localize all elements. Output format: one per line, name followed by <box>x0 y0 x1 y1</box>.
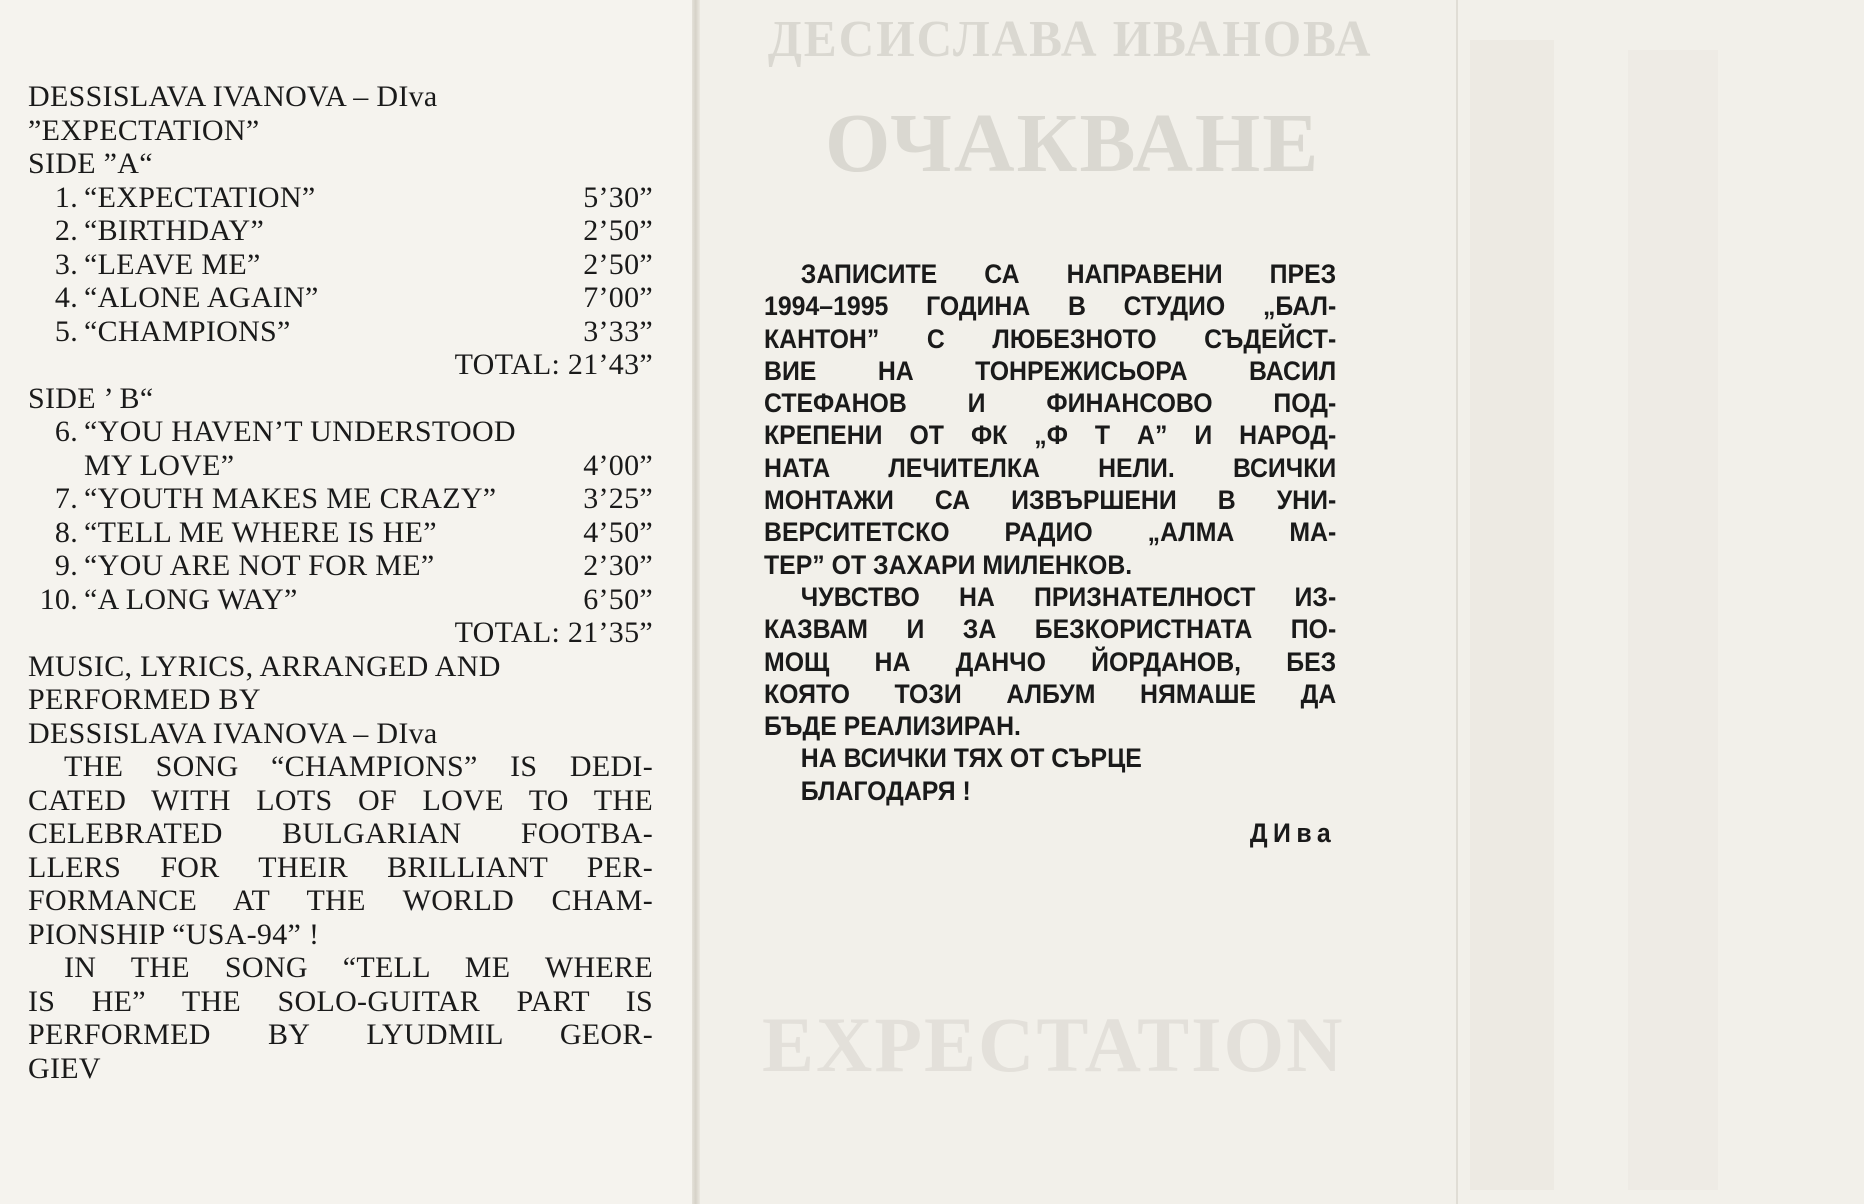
ack-line: ЗАПИСИТЕ СА НАПРАВЕНИ ПРЕЗ <box>800 259 1337 289</box>
signature: ДИва <box>1249 818 1337 849</box>
track-row <box>28 583 653 617</box>
ack-line: КАНТОН” С ЛЮБЕЗНОТО СЪДЕЙСТ- <box>764 323 1337 354</box>
ack-line: ВИЕ НА ТОНРЕЖИСЬОРА ВАСИЛ <box>764 355 1337 386</box>
ack-line: КАЗВАМ И ЗА БЕЗКОРИСТНАТА ПО- <box>764 614 1337 645</box>
track-duration: 2’50” <box>583 247 653 281</box>
dedication-line: FORMANCE AT THE WORLD CHAM- <box>28 884 653 917</box>
show-through-artist: ДЕСИСЛАВА ИВАНОВА <box>767 11 1373 68</box>
show-through-title-en: EXPECTATION <box>762 1001 1345 1088</box>
track-number: 2. <box>54 214 78 247</box>
ack-line: ТЕР” ОТ ЗАХАРИ МИЛЕНКОВ. <box>764 549 1133 580</box>
ack-line: КРЕПЕНИ ОТ ФК „Ф Т А” И НАРОД- <box>764 420 1337 451</box>
ack-line: МОЩ НА ДАНЧО ЙОРДАНОВ, БЕЗ <box>764 646 1337 677</box>
track-row <box>28 482 653 516</box>
tracklist-column <box>28 80 653 1085</box>
track-row <box>28 549 653 583</box>
track-row <box>28 181 653 215</box>
acknowledgements-column <box>764 258 1336 849</box>
track-duration: 3’33” <box>583 314 653 348</box>
track-title: “YOUTH MAKES ME CRAZY” <box>84 482 497 515</box>
track-number: 5. <box>54 314 78 348</box>
track-title: “ALONE AGAIN” <box>84 281 319 314</box>
track-number: 8. <box>54 515 78 549</box>
guitar-credit-line: GIEV <box>28 1051 101 1085</box>
show-through-title: ОЧАКВАНЕ <box>825 97 1321 190</box>
ack-line: 1994–1995 ГОДИНА В СТУДИО „БАЛ- <box>764 291 1337 322</box>
ack-line: НА ВСИЧКИ ТЯХ ОТ СЪРЦЕ <box>800 743 1142 774</box>
ack-line: КОЯТО ТОЗИ АЛБУМ НЯМАШЕ ДА <box>764 678 1337 709</box>
track-number: 7. <box>54 482 78 515</box>
track-duration: 5’30” <box>583 180 653 214</box>
track-title: “YOU ARE NOT FOR ME” <box>84 549 435 582</box>
guitar-credit-line: PERFORMED BY LYUDMIL GEOR- <box>28 1018 653 1051</box>
track-row <box>28 415 653 449</box>
track-title: “LEAVE ME” <box>84 247 261 281</box>
track-duration: 4’00” <box>583 448 653 482</box>
track-number: 1. <box>54 180 78 214</box>
credits-line: DESSISLAVA IVANOVA – DIva <box>28 716 438 750</box>
show-through-strip <box>1470 40 1554 1190</box>
track-title: “CHAMPIONS” <box>84 314 291 348</box>
side-a-total: TOTAL: 21’43” <box>454 348 653 381</box>
track-title: “BIRTHDAY” <box>84 214 265 247</box>
track-duration: 4’50” <box>583 515 653 549</box>
fold-crease <box>692 0 700 1204</box>
track-title: “TELL ME WHERE IS HE” <box>84 515 437 549</box>
ack-line: СТЕФАНОВ И ФИНАНСОВО ПОД- <box>764 388 1337 419</box>
track-duration: 6’50” <box>583 582 653 616</box>
track-duration: 2’50” <box>583 214 653 247</box>
track-row <box>28 281 653 315</box>
side-b-heading: SIDE ’ B“ <box>28 381 154 415</box>
track-duration: 7’00” <box>583 281 653 314</box>
track-title: “EXPECTATION” <box>84 180 316 214</box>
dedication-line: LLERS FOR THEIR BRILLIANT PER- <box>28 850 653 884</box>
dedication-line: CELEBRATED BULGARIAN FOOTBA- <box>28 817 653 850</box>
guitar-credit-line: IS HE” THE SOLO-GUITAR PART IS <box>28 984 653 1018</box>
track-title-continued: MY LOVE” <box>84 448 235 482</box>
track-row <box>28 315 653 349</box>
album-title: ”EXPECTATION” <box>28 113 260 147</box>
ack-line: ЧУВСТВО НА ПРИЗНАТЕЛНОСТ ИЗ- <box>800 581 1337 612</box>
side-a-heading: SIDE ”A“ <box>28 147 153 180</box>
panel-edge <box>1456 0 1458 1204</box>
ack-line: МОНТАЖИ СА ИЗВЪРШЕНИ В УНИ- <box>764 485 1337 516</box>
track-number: 6. <box>54 415 78 448</box>
track-row <box>28 248 653 282</box>
artist-name: DESSISLAVA IVANOVA – DIva <box>28 80 438 113</box>
track-number: 9. <box>54 549 78 582</box>
track-number: 4. <box>54 281 78 314</box>
track-row <box>28 214 653 248</box>
ack-line: БЪДЕ РЕАЛИЗИРАН. <box>764 711 1021 742</box>
track-row-continued <box>28 449 653 483</box>
track-number: 3. <box>54 247 78 281</box>
ack-line: НАТА ЛЕЧИТЕЛКА НЕЛИ. ВСИЧКИ <box>764 452 1337 483</box>
show-through-strip <box>1628 50 1718 1190</box>
track-title: “A LONG WAY” <box>84 582 298 616</box>
dedication-line: THE SONG “CHAMPIONS” IS DEDI- <box>64 750 653 783</box>
track-duration: 3’25” <box>583 482 653 515</box>
track-duration: 2’30” <box>583 549 653 582</box>
track-title: “YOU HAVEN’T UNDERSTOOD <box>84 415 516 448</box>
dedication-line: CATED WITH LOTS OF LOVE TO THE <box>28 783 653 817</box>
guitar-credit-line: IN THE SONG “TELL ME WHERE <box>64 951 653 984</box>
track-row <box>28 516 653 550</box>
side-b-total: TOTAL: 21’35” <box>454 616 653 649</box>
dedication-line: PIONSHIP “USA-94” ! <box>28 917 320 951</box>
credits-line: MUSIC, LYRICS, ARRANGED AND <box>28 649 501 683</box>
track-number: 10. <box>39 582 78 616</box>
ack-line: БЛАГОДАРЯ ! <box>800 775 971 806</box>
credits-line: PERFORMED BY <box>28 683 261 716</box>
ack-line: ВЕРСИТЕТСКО РАДИО „АЛМА МА- <box>764 517 1337 548</box>
